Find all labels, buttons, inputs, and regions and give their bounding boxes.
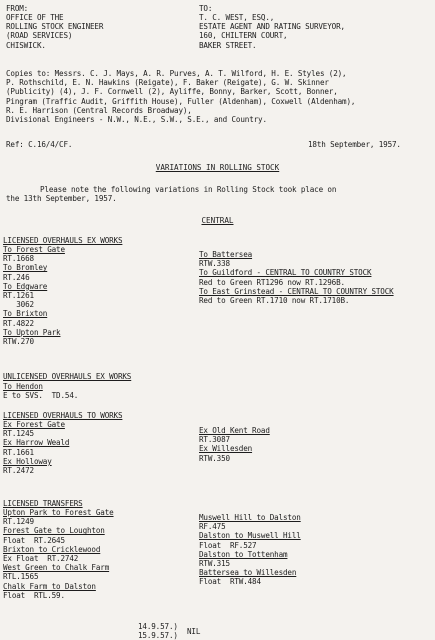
depot-heading: Ex Old Kent Road <box>199 426 270 435</box>
to-works-right <box>199 426 270 463</box>
vehicle-number: RTW.270 <box>3 337 34 347</box>
vehicle-number: Float RT.2645 <box>3 535 65 545</box>
vehicle-number: RT.1249 <box>3 517 34 527</box>
depot-heading: Ex Forest Gate <box>3 420 65 429</box>
from-line: ROLLING STOCK ENGINEER <box>6 22 104 32</box>
vehicle-number: RTW.338 <box>199 259 230 269</box>
vehicle-number: RT.1668 <box>3 254 34 264</box>
from-line: CHISWICK. <box>6 40 46 50</box>
depot-heading: Ex Harrow Weald <box>3 438 70 448</box>
unlicensed-list <box>3 382 78 400</box>
vehicle-number: Red to Green RT1296 now RT.1296B. <box>199 277 345 287</box>
depot-heading: To Brixton <box>3 309 48 319</box>
section-heading-overhauls-ex-works: LICENSED OVERHAULS EX WORKS <box>3 236 123 245</box>
transfer-heading: Brixton to Cricklewood <box>3 544 101 554</box>
vehicle-number: RT.1261 <box>3 291 34 301</box>
depot-heading: Ex Willesden <box>199 444 253 454</box>
section-heading-unlicensed: UNLICENSED OVERHAULS EX WORKS <box>3 372 132 381</box>
to-works-left <box>3 420 69 475</box>
footer-date: 15.9.57.) <box>138 631 178 640</box>
depot-heading: To Guildford - CENTRAL TO COUNTRY STOCK <box>199 268 372 278</box>
transfer-heading: Upton Park to Forest Gate <box>3 508 114 517</box>
copies-line: (Publicity) (4), J. F. Cornwell (2), Ayliffe, Bonny, Barker, Scott, Bonner, <box>6 87 338 97</box>
transfer-heading: Muswell Hill to Dalston <box>199 513 301 522</box>
document-title: VARIATIONS IN ROLLING STOCK <box>155 163 280 172</box>
overhauls-ex-works-left <box>3 245 65 346</box>
vehicle-number: Ex Float RT.2742 <box>3 554 79 564</box>
vehicle-number: Float RF.527 <box>199 540 257 550</box>
vehicle-number: RT.4822 <box>3 318 34 328</box>
vehicle-number: Float RTL.59. <box>3 590 65 600</box>
central-heading: CENTRAL <box>201 216 234 225</box>
vehicle-number: Float RTW.484 <box>199 577 261 587</box>
vehicle-number: RT.3087 <box>199 435 230 445</box>
from-address <box>6 13 103 50</box>
copies-list <box>6 69 355 124</box>
footer-nil: NIL <box>187 627 201 636</box>
vehicle-number: RTW.315 <box>199 559 230 569</box>
depot-heading: Ex Holloway <box>3 456 52 466</box>
intro-line: the 13th September, 1957. <box>6 194 117 203</box>
transfer-heading: Battersea to Willesden <box>199 568 297 578</box>
copies-line: P. Rothschild, E. N. Hawkins (Reigate), F. Baker (Reigate), G. W. Skinner <box>6 78 329 88</box>
depot-heading: To Hendon <box>3 382 43 391</box>
transfer-heading: Dalston to Muswell Hill <box>199 531 301 541</box>
copies-line: R. E. Harrison (Central Records Broadway), <box>6 105 192 115</box>
section-heading-to-works: LICENSED OVERHAULS TO WORKS <box>3 411 123 420</box>
vehicle-number: 3062 <box>3 300 34 310</box>
vehicle-number: E to SVS. TD.54. <box>3 391 79 401</box>
transfer-heading: Chalk Farm to Dalston <box>3 581 96 591</box>
vehicle-number: RTW.350 <box>199 453 230 463</box>
intro-line: Please note the following variations in Rolling Stock took place on <box>40 185 337 194</box>
overhauls-ex-works-right <box>199 250 394 305</box>
depot-heading: To Battersea <box>199 250 253 259</box>
depot-heading: To East Grinstead - CENTRAL TO COUNTRY STOCK <box>199 286 394 296</box>
vehicle-number: RF.475 <box>199 522 226 532</box>
transfers-left <box>3 508 114 600</box>
transfers-right <box>199 513 301 587</box>
section-heading-transfers: LICENSED TRANSFERS <box>3 499 83 508</box>
depot-heading: To Forest Gate <box>3 245 65 254</box>
to-line: 160, CHILTERN COURT, <box>199 31 288 41</box>
from-line: OFFICE OF THE <box>6 13 64 22</box>
transfer-heading: Dalston to Tottenham <box>199 549 288 559</box>
depot-heading: To Bromley <box>3 263 48 273</box>
from-label: FROM: <box>6 4 29 13</box>
copies-line: Divisional Engineers - N.W., N.E., S.W., S.E., and Country. <box>6 115 267 125</box>
reference: Ref: C.16/4/CF. <box>6 140 73 149</box>
transfer-heading: West Green to Chalk Farm <box>3 563 110 573</box>
from-line: (ROAD SERVICES) <box>6 31 73 41</box>
to-line: ESTATE AGENT AND RATING SURVEYOR, <box>199 22 345 32</box>
copies-line: Copies to: Messrs. C. J. Mays, A. R. Purves, A. T. Wilford, H. E. Styles (2), <box>6 69 347 78</box>
vehicle-number: RT.1245 <box>3 429 34 439</box>
vehicle-number: RT.1661 <box>3 447 34 457</box>
depot-heading: To Edgware <box>3 281 48 291</box>
footer-dates <box>138 622 178 640</box>
to-line: BAKER STREET. <box>199 40 257 50</box>
vehicle-number: RTL.1565 <box>3 572 39 582</box>
vehicle-number: Red to Green RT.1710 now RT.1710B. <box>199 296 350 306</box>
to-address <box>199 13 345 50</box>
transfer-heading: Forest Gate to Loughton <box>3 526 105 536</box>
to-line: T. C. WEST, ESQ., <box>199 13 275 22</box>
to-label: TO: <box>199 4 213 13</box>
depot-heading: To Upton Park <box>3 327 61 337</box>
letter-date: 18th September, 1957. <box>308 140 401 149</box>
footer-date: 14.9.57.) <box>138 622 178 631</box>
vehicle-number: RT.2472 <box>3 466 34 476</box>
copies-line: Pingram (Traffic Audit, Griffith House), Fuller (Aldenham), Coxwell (Aldenham), <box>6 96 356 106</box>
vehicle-number: RT.246 <box>3 272 30 282</box>
